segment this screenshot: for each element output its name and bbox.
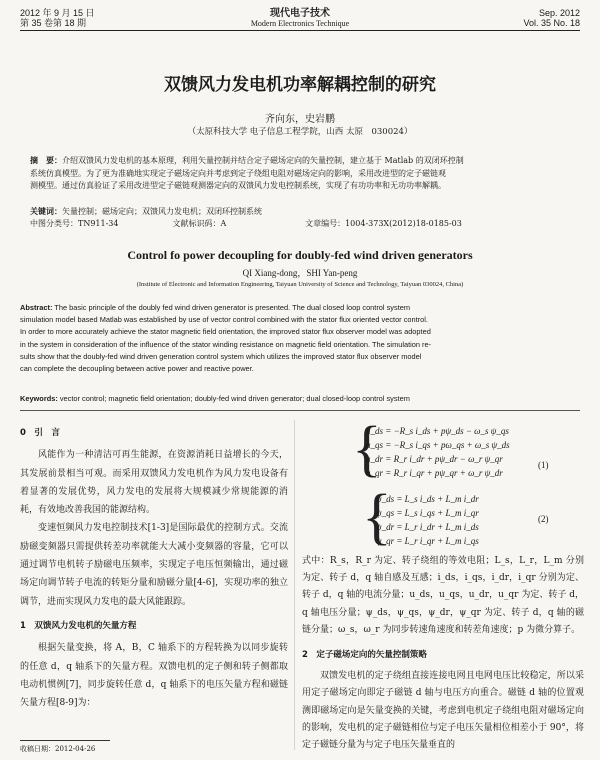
equation-description: 式中：R_s，R_r 为定、转子绕组的等效电阻；L_s，L_r，L_m 分别为定、转子 d，q 轴自感及互感；i_ds，i_qs，i_dr，i_qr 分别为定、转子 d，q 轴的电流分量；u_ds，u_qs，u_dr，u_qr 为定、转子 d，q 轴电压分量；ψ_ds，ψ_qs，ψ_dr，ψ_qr 为定、转子 d，q 轴的磁链分量；ω_s，ω_r 为同步转速角速度和转差角速度；p 为微分算子。 xyxy=(302,556,584,635)
abstract-en xyxy=(20,302,580,375)
abstract-rule xyxy=(20,410,580,411)
right-column xyxy=(302,553,584,754)
equation-line: u_qr = R_r i_qr + pψ_qr + ω_r ψ_dr xyxy=(366,468,503,478)
equation-1 xyxy=(366,424,536,480)
equation-1-brace: { xyxy=(352,415,382,483)
section-2-title: 2 定子磁场定向的矢量控制策略 xyxy=(302,650,427,661)
clc-code: 中图分类号：TN911-34 xyxy=(30,219,119,228)
abstract-cn-line: 介绍双馈风力发电机的基本原理，利用矢量控制并结合定子磁场定向的矢量控制，建立基于 Matlab 的双闭环控制 xyxy=(62,156,464,165)
keywords-en-row xyxy=(20,394,580,403)
keywords-cn: 矢量控制；磁场定向；双馈风力发电机；双闭环控制系统 xyxy=(62,207,262,216)
abstract-en-line: sults show that the doubly-fed wind driven generation control system which utilizes the improved stator flux observer model xyxy=(20,351,422,361)
keywords-cn-label: 关键词： xyxy=(30,206,62,216)
title-en: Control fo power decoupling for doubly-fed wind driven generators xyxy=(127,248,473,262)
abstract-en-line: In order to more accurately achieve the stator magnetic field orientation, the improved stator flux observer model was adopted xyxy=(20,327,431,337)
authors-en: QI Xiang-dong，SHI Yan-peng xyxy=(242,268,358,278)
footnote-rule xyxy=(20,740,110,741)
equation-1-number: (1) xyxy=(538,460,549,470)
abstract-cn-label: 摘 要： xyxy=(30,155,62,165)
abstract-en-line: simulation model based Matlab was established by use of vector control combined with the stator flux oriented vector control. xyxy=(20,315,428,325)
abstract-en-line: can complete the decoupling between active power and reactive power. xyxy=(20,364,254,374)
header-volume-en: Vol. 35 No. 18 xyxy=(523,18,580,28)
abstract-cn-line: 系统仿真模型。为了更为准确地实现定子磁场定向并考虑到定子绕组电阻对磁场定向的影响，采用改进型的定子磁链观 xyxy=(30,168,446,178)
authors-cn: 齐向东，史岩鹏 xyxy=(265,114,335,125)
column-divider xyxy=(294,420,295,750)
header-volume-cn: 第 35 卷第 18 期 xyxy=(20,18,87,28)
section-0-paragraph: 风能作为一种清洁可再生能源，在资源消耗日益增长的今天，其发展前景相当可观。而采用双馈风力发电机作为风力发电设备有着显著的发展优势，风力发电的发展将大规模减少常规能源的消耗，有效地改善我国的能源结构。 xyxy=(20,450,288,516)
abstract-en-line: The basic principle of the doubly fed wind driven generator is presented. The dual closed loop control system xyxy=(54,303,411,312)
keywords-cn-row xyxy=(30,205,570,219)
header-date-cn: 2012 年 9 月 15 日 xyxy=(20,8,95,18)
section-1-title: 1 双馈风力发电机的矢量方程 xyxy=(20,620,137,631)
abstract-cn-line: 测模型。通过仿真验证了采用改进型定子磁链观测器定向的双馈风力发电控制系统，实现了有功功率和无功功率解耦。 xyxy=(30,181,446,190)
equation-line: u_dr = R_r i_dr + pψ_dr − ω_r ψ_qr xyxy=(366,454,503,464)
header-journal-en: Modern Electronics Technique xyxy=(250,19,350,28)
header-rule xyxy=(20,30,580,31)
header-journal-cn: 现代电子技术 xyxy=(270,8,330,19)
equation-line: u_qs = −R_s i_qs + pω_qs + ω_s ψ_ds xyxy=(366,440,510,450)
title-cn: 双馈风力发电机功率解耦控制的研究 xyxy=(164,75,436,95)
equation-2-number: (2) xyxy=(538,514,549,524)
equation-line: ψ_ds = L_s i_ds + L_m i_dr xyxy=(376,494,479,504)
document-code: 文献标识码：A xyxy=(172,219,227,228)
keywords-en-label: Keywords: xyxy=(20,394,58,403)
section-0-title: 0 引 言 xyxy=(20,428,60,438)
header-date-en: Sep. 2012 xyxy=(538,8,580,18)
equation-line: u_ds = −R_s i_ds + pψ_ds − ω_s ψ_qs xyxy=(366,426,509,436)
equation-line: ψ_qr = L_r i_qr + L_m i_qs xyxy=(376,536,479,546)
equation-2 xyxy=(376,492,526,548)
equation-line: ψ_qs = L_s i_qs + L_m i_qr xyxy=(376,508,479,518)
affiliation-en: (Institute of Electronic and Information Engineering, Taiyuan University of Science and Technology, Taiyuan 030024, China) xyxy=(136,281,464,288)
article-number: 文章编号：1004-373X(2012)18-0185-03 xyxy=(305,219,462,228)
affiliation-cn: （太原科技大学 电子信息工程学院，山西 太原 030024） xyxy=(187,127,413,137)
abstract-cn xyxy=(30,154,570,193)
equation-2-brace: { xyxy=(362,483,392,551)
abstract-en-label: Abstract: xyxy=(20,303,53,312)
equation-line: ψ_dr = L_r i_dr + L_m i_ds xyxy=(376,522,479,532)
classification-row xyxy=(30,218,570,231)
abstract-en-line: in the system in consideration of the influence of the stator winding resistance on magnetic field orientation. The simulation re- xyxy=(20,339,432,349)
footnote-received: 收稿日期：2012-04-26 xyxy=(20,745,96,753)
section-2-paragraph: 双馈发电机的定子绕组直接连接电网且电网电压比较稳定，所以采用定子磁场定向即定子磁链 d 轴与电压方向重合。磁链 d 轴的位置观测即磁场定向是矢量变换的关键，考虑到电机定子绕组电阻对磁场定向的影响，发电机的定子磁链相位与定子电压矢量相位相差小于 90°，将定子磁链分量为与定子电压矢量垂直的 xyxy=(302,671,584,751)
left-column xyxy=(20,424,288,712)
keywords-en: vector control; magnetic field orientation; doubly-fed wind driven generator; dual closed-loop control system xyxy=(59,394,410,403)
section-0-paragraph: 变速恒频风力发电控制技术[1-3]是国际最优的控制方式。交流励磁变频器只需提供转差功率就能大大减小变频器的容量，它可以通过调节电机转子励磁电压频率，实现定子电压恒频输出，通过磁场定向调节转子电流的转矩分量和励磁分量[4-6]，实现功率的独立调节，进而实现风力发电的最大风能跟踪。 xyxy=(20,523,288,607)
section-1-paragraph: 根据矢量变换，将 A，B，C 轴系下的方程转换为以同步旋转的任意 d，q 轴系下的矢量方程。双馈电机的定子侧和转子侧都取电动机惯例[7]，同步旋转任意 d，q 轴系下的电压矢量方程和磁链矢量方程[8-9]为： xyxy=(20,643,288,709)
